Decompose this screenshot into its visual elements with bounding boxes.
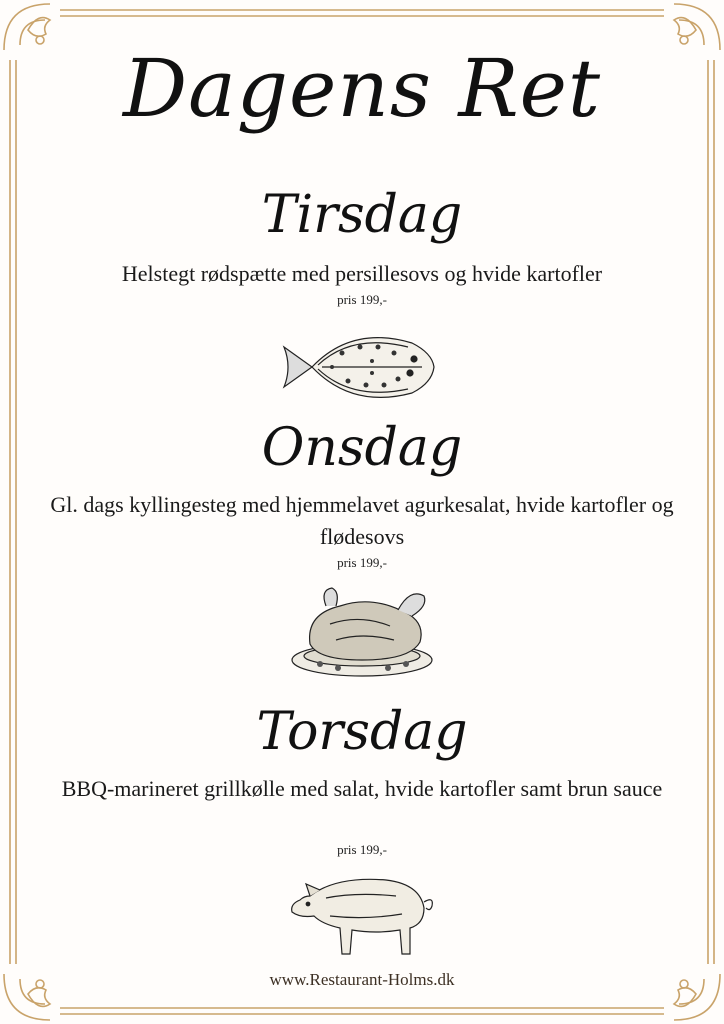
flounder-fish-illustration <box>282 325 438 409</box>
price-thursday: pris 199,- <box>337 842 387 857</box>
dish-description-wednesday: Gl. dags kyllingesteg med hjemmelavet agurkesalat, hvide kartofler og flødesovs <box>50 492 674 549</box>
restaurant-website: www.Restaurant-Holms.dk <box>269 970 455 989</box>
dish-description-tuesday: Helstegt rødspætte med persillesovs og hvide kartofler <box>121 261 603 286</box>
day-heading-tuesday: Tirsdag <box>261 185 463 245</box>
menu-title: Dagens Ret <box>122 42 602 135</box>
price-wednesday: pris 199,- <box>337 555 387 570</box>
day-heading-wednesday: Onsdag <box>261 418 463 478</box>
dish-description-thursday: BBQ-marineret grillkølle med salat, hvide kartofler samt brun sauce <box>61 776 663 801</box>
price-tuesday: pris 199,- <box>337 292 387 307</box>
roast-chicken-illustration <box>290 584 436 680</box>
pig-illustration <box>286 868 438 960</box>
day-heading-thursday: Torsdag <box>256 702 468 762</box>
